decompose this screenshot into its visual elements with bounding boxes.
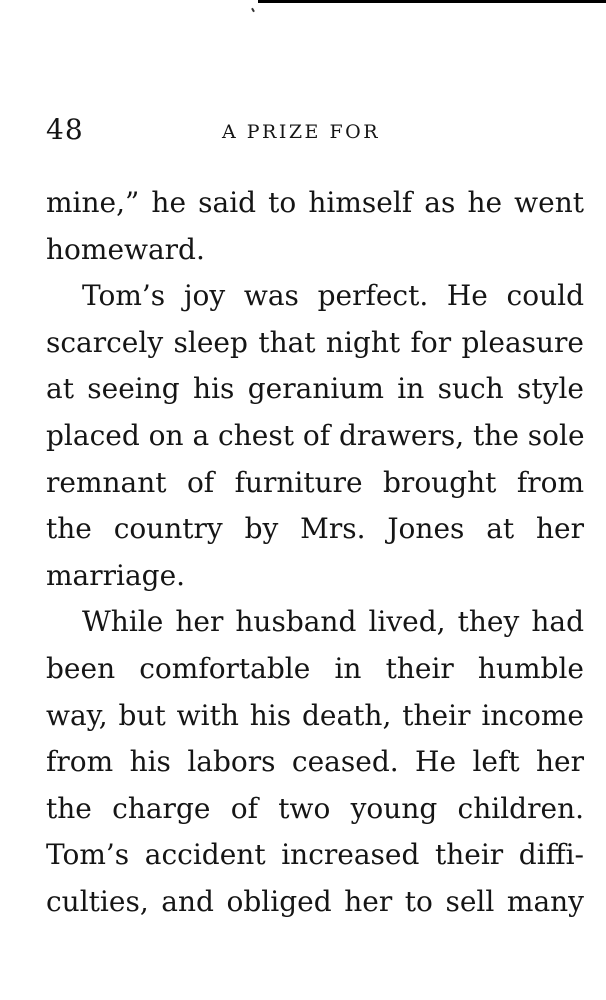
running-head: A PRIZE FOR: [222, 121, 381, 143]
text-line: been comfortable in their humble: [46, 651, 584, 685]
text-line: Tom’s joy was perfect. He could: [82, 279, 584, 313]
top-border-rule: [258, 0, 606, 3]
text-line: way, but with his death, their income: [46, 698, 584, 732]
paragraph-2: [46, 273, 584, 599]
body-text: [46, 180, 584, 926]
text-line: marriage.: [46, 558, 186, 592]
text-line: the country by Mrs. Jones at her: [46, 512, 584, 546]
text-line: remnant of furniture brought from: [46, 465, 584, 499]
page-header: [46, 110, 584, 150]
text-line: scarcely sleep that night for pleasure: [46, 325, 584, 359]
text-line: While her husband lived, they had: [82, 605, 584, 639]
text-line: placed on a chest of drawers, the sole: [46, 418, 585, 452]
paragraph-3: [46, 599, 584, 925]
text-line: the charge of two young children.: [46, 791, 584, 825]
text-line: mine,” he said to himself as he went: [46, 186, 584, 219]
text-line: at seeing his geranium in such style: [46, 372, 584, 406]
page-number: 48: [46, 113, 84, 146]
text-line: Tom’s accident increased their diffi-: [46, 838, 584, 872]
text-line: homeward.: [46, 232, 205, 266]
text-line: from his labors ceased. He left her: [46, 745, 584, 779]
scan-mark: [251, 8, 255, 12]
text-line: culties, and obliged her to sell many: [46, 884, 584, 918]
paragraph-1: [46, 180, 584, 273]
